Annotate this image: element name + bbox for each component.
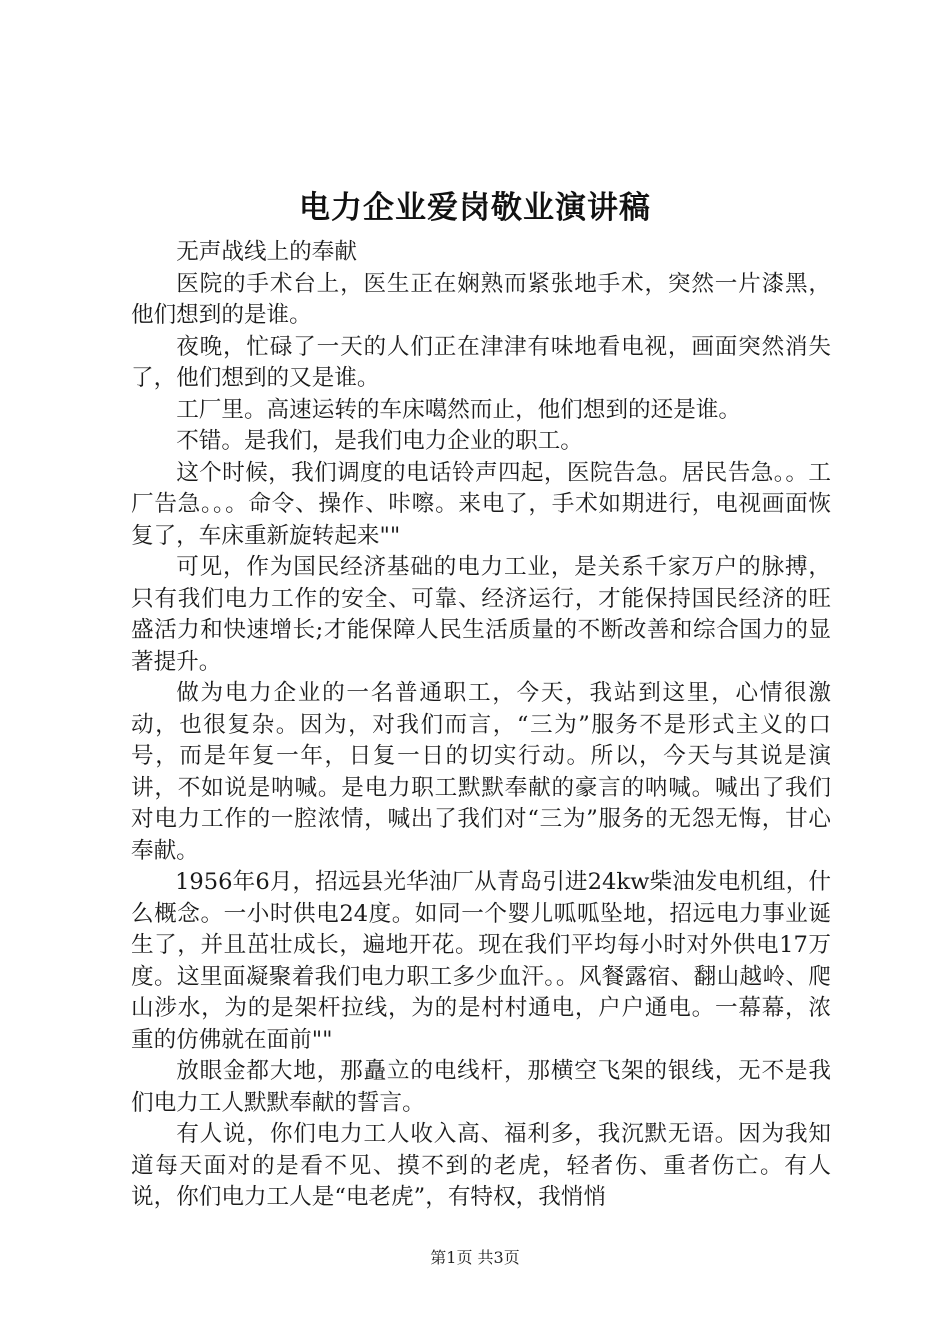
paragraph: 放眼金都大地，那矗立的电线杆，那横空飞架的银线，无不是我们电力工人默默奉献的誓言。 (131, 1058, 831, 1116)
paragraph: 不错。是我们，是我们电力企业的职工。 (176, 428, 583, 454)
paragraph: 1956年6月，招远县光华油厂从青岛引进24kw柴油发电机组，什么概念。一小时供电24度。如同一个婴儿呱呱坠地，招远电力事业诞生了，并且茁壮成长，遍地开花。现在我们平均每小时对外供电17万度。这里面凝聚着我们电力职工多少血汗。。风餐露宿、翻山越岭、爬山涉水，为的是架杆拉线，为的是村村通电，户户通电。一幕幕，浓重的仿佛就在面前"" (131, 869, 831, 1053)
paragraph: 夜晚，忙碌了一天的人们正在津津有味地看电视，画面突然消失了，他们想到的又是谁。 (131, 333, 831, 391)
paragraph: 工厂里。高速运转的车床噶然而止，他们想到的还是谁。 (176, 396, 742, 423)
paragraph-subtitle: 无声战线上的奉献 (176, 239, 357, 265)
paragraph: 可见，作为国民经济基础的电力工业，是关系千家万户的脉搏，只有我们电力工作的安全、可靠、经济运行，才能保持国民经济的旺盛活力和快速增长;才能保障人民生活质量的不断改善和综合国力的显著提升。 (131, 554, 831, 675)
paragraph: 医院的手术台上，医生正在娴熟而紧张地手术，突然一片漆黑，他们想到的是谁。 (131, 270, 831, 328)
page-number-footer: 第1页 共3页 (430, 1248, 520, 1267)
paragraph: 有人说，你们电力工人收入高、福利多，我沉默无语。因为我知道每天面对的是看不见、摸不到的老虎，轻者伤、重者伤亡。有人说，你们电力工人是“电老虎”，有特权，我悄悄 (131, 1121, 831, 1210)
document-title: 电力企业爱岗敬业演讲稿 (299, 190, 651, 226)
paragraph: 做为电力企业的一名普通职工，今天，我站到这里，心情很激动，也很复杂。因为，对我们而言，“三为”服务不是形式主义的口号，而是年复一年，日复一日的切实行动。所以，今天与其说是演讲，不如说是呐喊。是电力职工默默奉献的豪言的呐喊。喊出了我们对电力工作的一腔浓情，喊出了我们对“三为”服务的无怨无悔，甘心奉献。 (131, 680, 831, 864)
paragraph: 这个时候，我们调度的电话铃声四起，医院告急。居民告急。。工厂告急。。。命令、操作、咔嚓。来电了，手术如期进行，电视画面恢复了，车床重新旋转起来"" (131, 459, 831, 549)
document-body (131, 237, 831, 1214)
